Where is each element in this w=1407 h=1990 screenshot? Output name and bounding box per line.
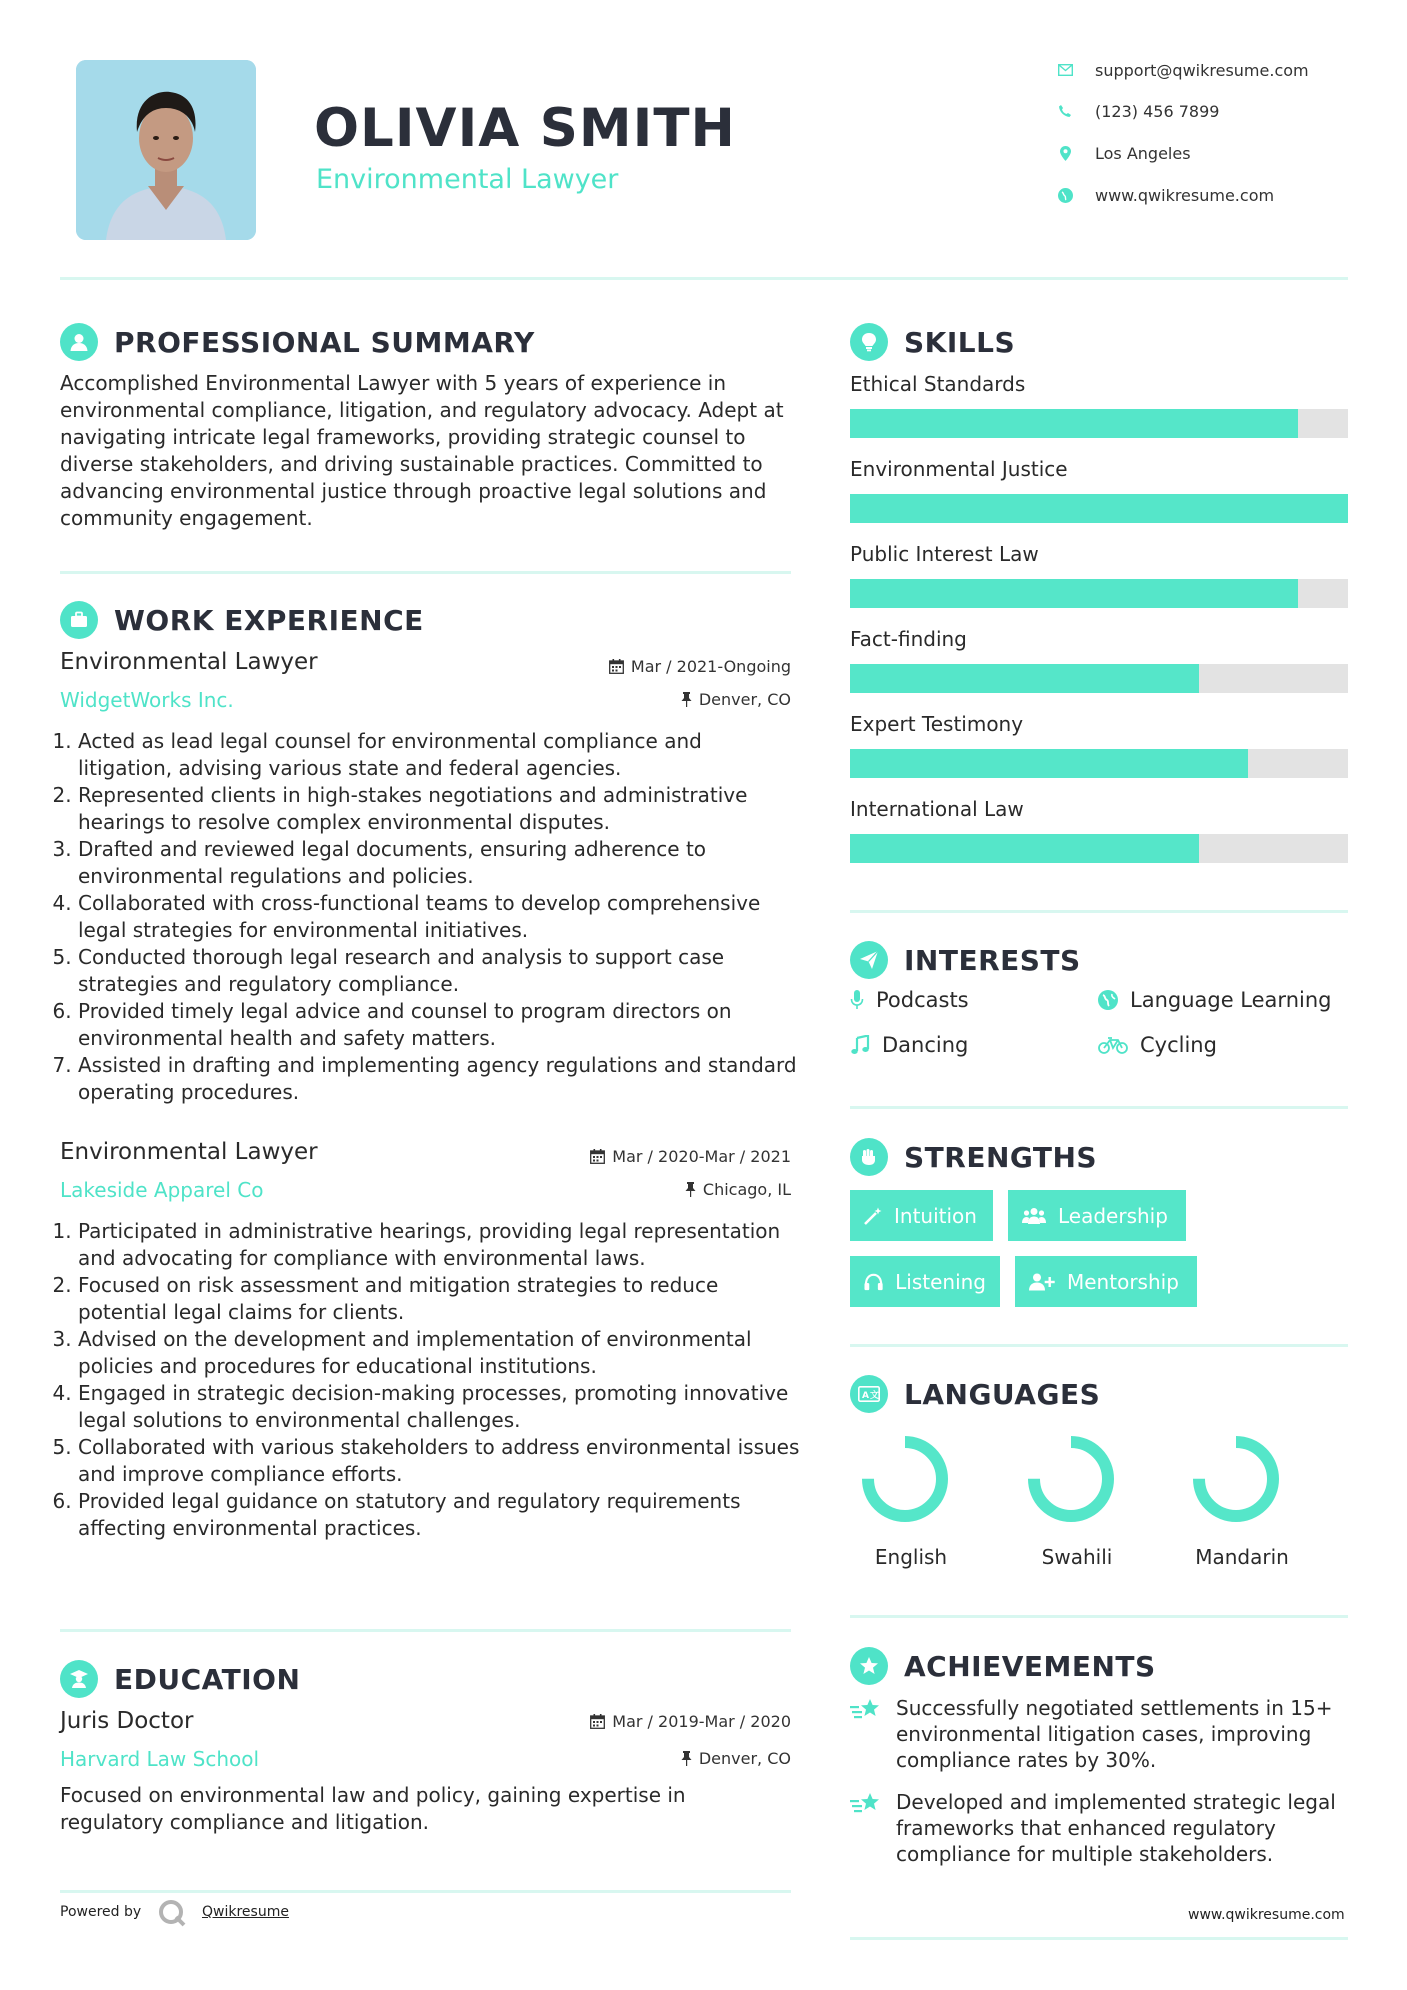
calendar-icon [590,1714,605,1729]
fist-icon [850,1138,888,1176]
shooting-star-icon [850,1791,884,1867]
job-2-dates: Mar / 2020-Mar / 2021 [590,1147,791,1166]
user-plus-icon [1029,1273,1055,1291]
strengths-divider [850,1344,1348,1347]
skill-bar-track [850,579,1348,608]
contact-phone[interactable] [1057,98,1219,124]
experience-heading: WORK EXPERIENCE [60,601,424,639]
language-ring-english [861,1435,949,1523]
interest-podcasts: Podcasts [850,988,969,1012]
candidate-name: OLIVIA SMITH [314,98,736,159]
user-icon [60,323,98,361]
group-icon [1022,1207,1046,1225]
skill-bar-fill [850,749,1248,778]
language-name: Swahili [1041,1545,1113,1569]
duty-item: 7. Assisted in drafting and implementing agency regulations and standard operating procedures. [78,1052,802,1106]
job-2-company: Lakeside Apparel Co [60,1178,264,1202]
duty-item: 3. Advised on the development and implementation of environmental policies and procedures for educational institutions. [78,1326,802,1380]
education-dates: Mar / 2019-Mar / 2020 [590,1712,791,1731]
skill-name: Fact-finding [850,627,967,651]
header-divider [60,277,1348,280]
skill-bar-fill [850,409,1298,438]
education-school: Harvard Law School [60,1747,260,1771]
skill-bar-fill [850,494,1348,523]
languages-heading: A 文 LANGUAGES [850,1375,1100,1413]
job-1-title: Environmental Lawyer [60,649,318,675]
job-2-title: Environmental Lawyer [60,1139,318,1165]
job-1-company: WidgetWorks Inc. [60,688,234,712]
svg-text:文: 文 [870,1391,880,1401]
contact-email[interactable] [1057,57,1309,83]
interest-dancing: Dancing [850,1033,968,1057]
skill-bar-fill [850,834,1199,863]
powered-by-label: Powered by [60,1904,142,1920]
duty-item: 2. Focused on risk assessment and mitigation strategies to reduce potential legal claims for clients. [78,1272,802,1326]
job-1-duties [60,728,802,1106]
globe-icon [1098,990,1118,1010]
job-2-location: Chicago, IL [685,1180,791,1199]
briefcase-icon [60,601,98,639]
interests-divider [850,1106,1348,1109]
phone-icon [1057,103,1073,119]
microphone-icon [850,990,864,1010]
magic-wand-icon [864,1207,882,1225]
strength-intuition: Intuition [850,1190,993,1241]
language-name: Mandarin [1195,1545,1289,1569]
skill-bar-track [850,749,1348,778]
language-ring-mandarin [1192,1435,1280,1523]
strength-leadership: Leadership [1008,1190,1186,1241]
education-divider [60,1890,791,1893]
footer-website[interactable]: www.qwikresume.com [1188,1907,1345,1923]
strengths-heading: STRENGTHS [850,1138,1097,1176]
envelope-icon [1057,62,1073,78]
duty-item: 4. Collaborated with cross-functional teams to develop comprehensive legal strategies for environmental initiatives. [78,890,802,944]
skill-name: Public Interest Law [850,542,1039,566]
headphones-icon [864,1273,883,1291]
contact-phone-text: (123) 456 7899 [1095,101,1220,121]
duty-item: 1. Acted as lead legal counsel for environmental compliance and litigation, advising various state and federal agencies. [78,728,802,782]
footer-divider [850,1937,1348,1940]
education-description: Focused on environmental law and policy, gaining expertise in regulatory compliance and litigation. [60,1783,686,1834]
duty-item: 5. Collaborated with various stakeholders to address environmental issues and improve compliance efforts. [78,1434,802,1488]
strength-listening: Listening [850,1256,1000,1307]
achievement-item: Successfully negotiated settlements in 15+ environmental litigation cases, improving compliance rates by 30%. [850,1695,1350,1773]
achievements-heading: ACHIEVEMENTS [850,1647,1156,1685]
education-degree: Juris Doctor [60,1708,194,1734]
calendar-icon [590,1149,605,1164]
qwikresume-logo-icon [158,1899,186,1927]
skill-bar-track [850,834,1348,863]
skill-bar-track [850,664,1348,693]
contact-email-text: support@qwikresume.com [1095,60,1309,80]
bicycle-icon [1098,1036,1128,1054]
summary-divider [60,571,791,574]
education-location: Denver, CO [681,1749,791,1768]
duty-item: 1. Participated in administrative hearings, providing legal representation and advocating for compliance with environmental laws. [78,1218,802,1272]
summary-text: Accomplished Environmental Lawyer with 5 years of experience in environmental compliance, litigation, and regulatory advocacy. Adept at navigating intricate legal frameworks, providing strategic counsel to diverse stakeholders, and driving sustainable practices. Committed to advancing environmental justice through proactive legal solutions and community engagement. [60,371,784,530]
shooting-star-icon [850,1697,884,1773]
skill-name: Expert Testimony [850,712,1024,736]
language-name: English [874,1545,948,1569]
skill-bar-track [850,409,1348,438]
skill-bar-fill [850,579,1298,608]
skills-heading: SKILLS [850,323,1015,361]
contact-location [1057,140,1191,166]
person-photo-icon [76,60,256,240]
map-pin-icon [1057,145,1073,161]
qwikresume-link[interactable]: Qwikresume [202,1904,289,1920]
pushpin-icon [681,1751,692,1766]
pushpin-icon [685,1182,696,1197]
contact-location-text: Los Angeles [1095,143,1191,163]
paper-plane-icon [850,941,888,979]
languages-divider [850,1615,1348,1618]
skill-name: Environmental Justice [850,457,1068,481]
achievement-item: Developed and implemented strategic legal frameworks that enhanced regulatory compliance for multiple stakeholders. [850,1789,1350,1867]
duty-item: 4. Engaged in strategic decision-making processes, promoting innovative legal solutions to environmental challenges. [78,1380,802,1434]
duty-item: 6. Provided timely legal advice and counsel to program directors on environmental health and safety matters. [78,998,802,1052]
pushpin-icon [681,692,692,707]
calendar-icon [609,659,624,674]
star-icon [850,1647,888,1685]
skills-divider [850,910,1348,913]
summary-heading: PROFESSIONAL SUMMARY [60,323,535,361]
language-icon [850,1375,888,1413]
candidate-title: Environmental Lawyer [316,164,619,195]
education-heading: EDUCATION [60,1660,300,1698]
interest-language-learning: Language Learning [1098,988,1331,1012]
duty-item: 3. Drafted and reviewed legal documents, ensuring adherence to environmental regulations and policies. [78,836,802,890]
duty-item: 6. Provided legal guidance on statutory and regulatory requirements affecting environmental practices. [78,1488,802,1542]
skill-name: Ethical Standards [850,372,1026,396]
interest-cycling: Cycling [1098,1033,1217,1057]
job-1-dates: Mar / 2021-Ongoing [609,657,791,676]
interests-heading: INTERESTS [850,941,1081,979]
experience-divider [60,1629,791,1632]
duty-item: 5. Conducted thorough legal research and analysis to support case strategies and regulatory compliance. [78,944,802,998]
contact-website-text: www.qwikresume.com [1095,185,1275,205]
skill-bar-track [850,494,1348,523]
lightbulb-icon [850,323,888,361]
globe-icon [1057,187,1073,203]
profile-photo [76,60,256,240]
skill-name: International Law [850,797,1024,821]
language-ring-swahili [1027,1435,1115,1523]
skill-bar-fill [850,664,1199,693]
job-1-location: Denver, CO [681,690,791,709]
svg-text:A: A [862,1391,869,1401]
contact-website[interactable] [1057,182,1274,208]
strength-mentorship: Mentorship [1015,1256,1197,1307]
music-icon [850,1035,870,1055]
duty-item: 2. Represented clients in high-stakes negotiations and administrative hearings to resolve complex environmental disputes. [78,782,802,836]
job-2-duties [60,1218,802,1542]
graduate-icon [60,1660,98,1698]
